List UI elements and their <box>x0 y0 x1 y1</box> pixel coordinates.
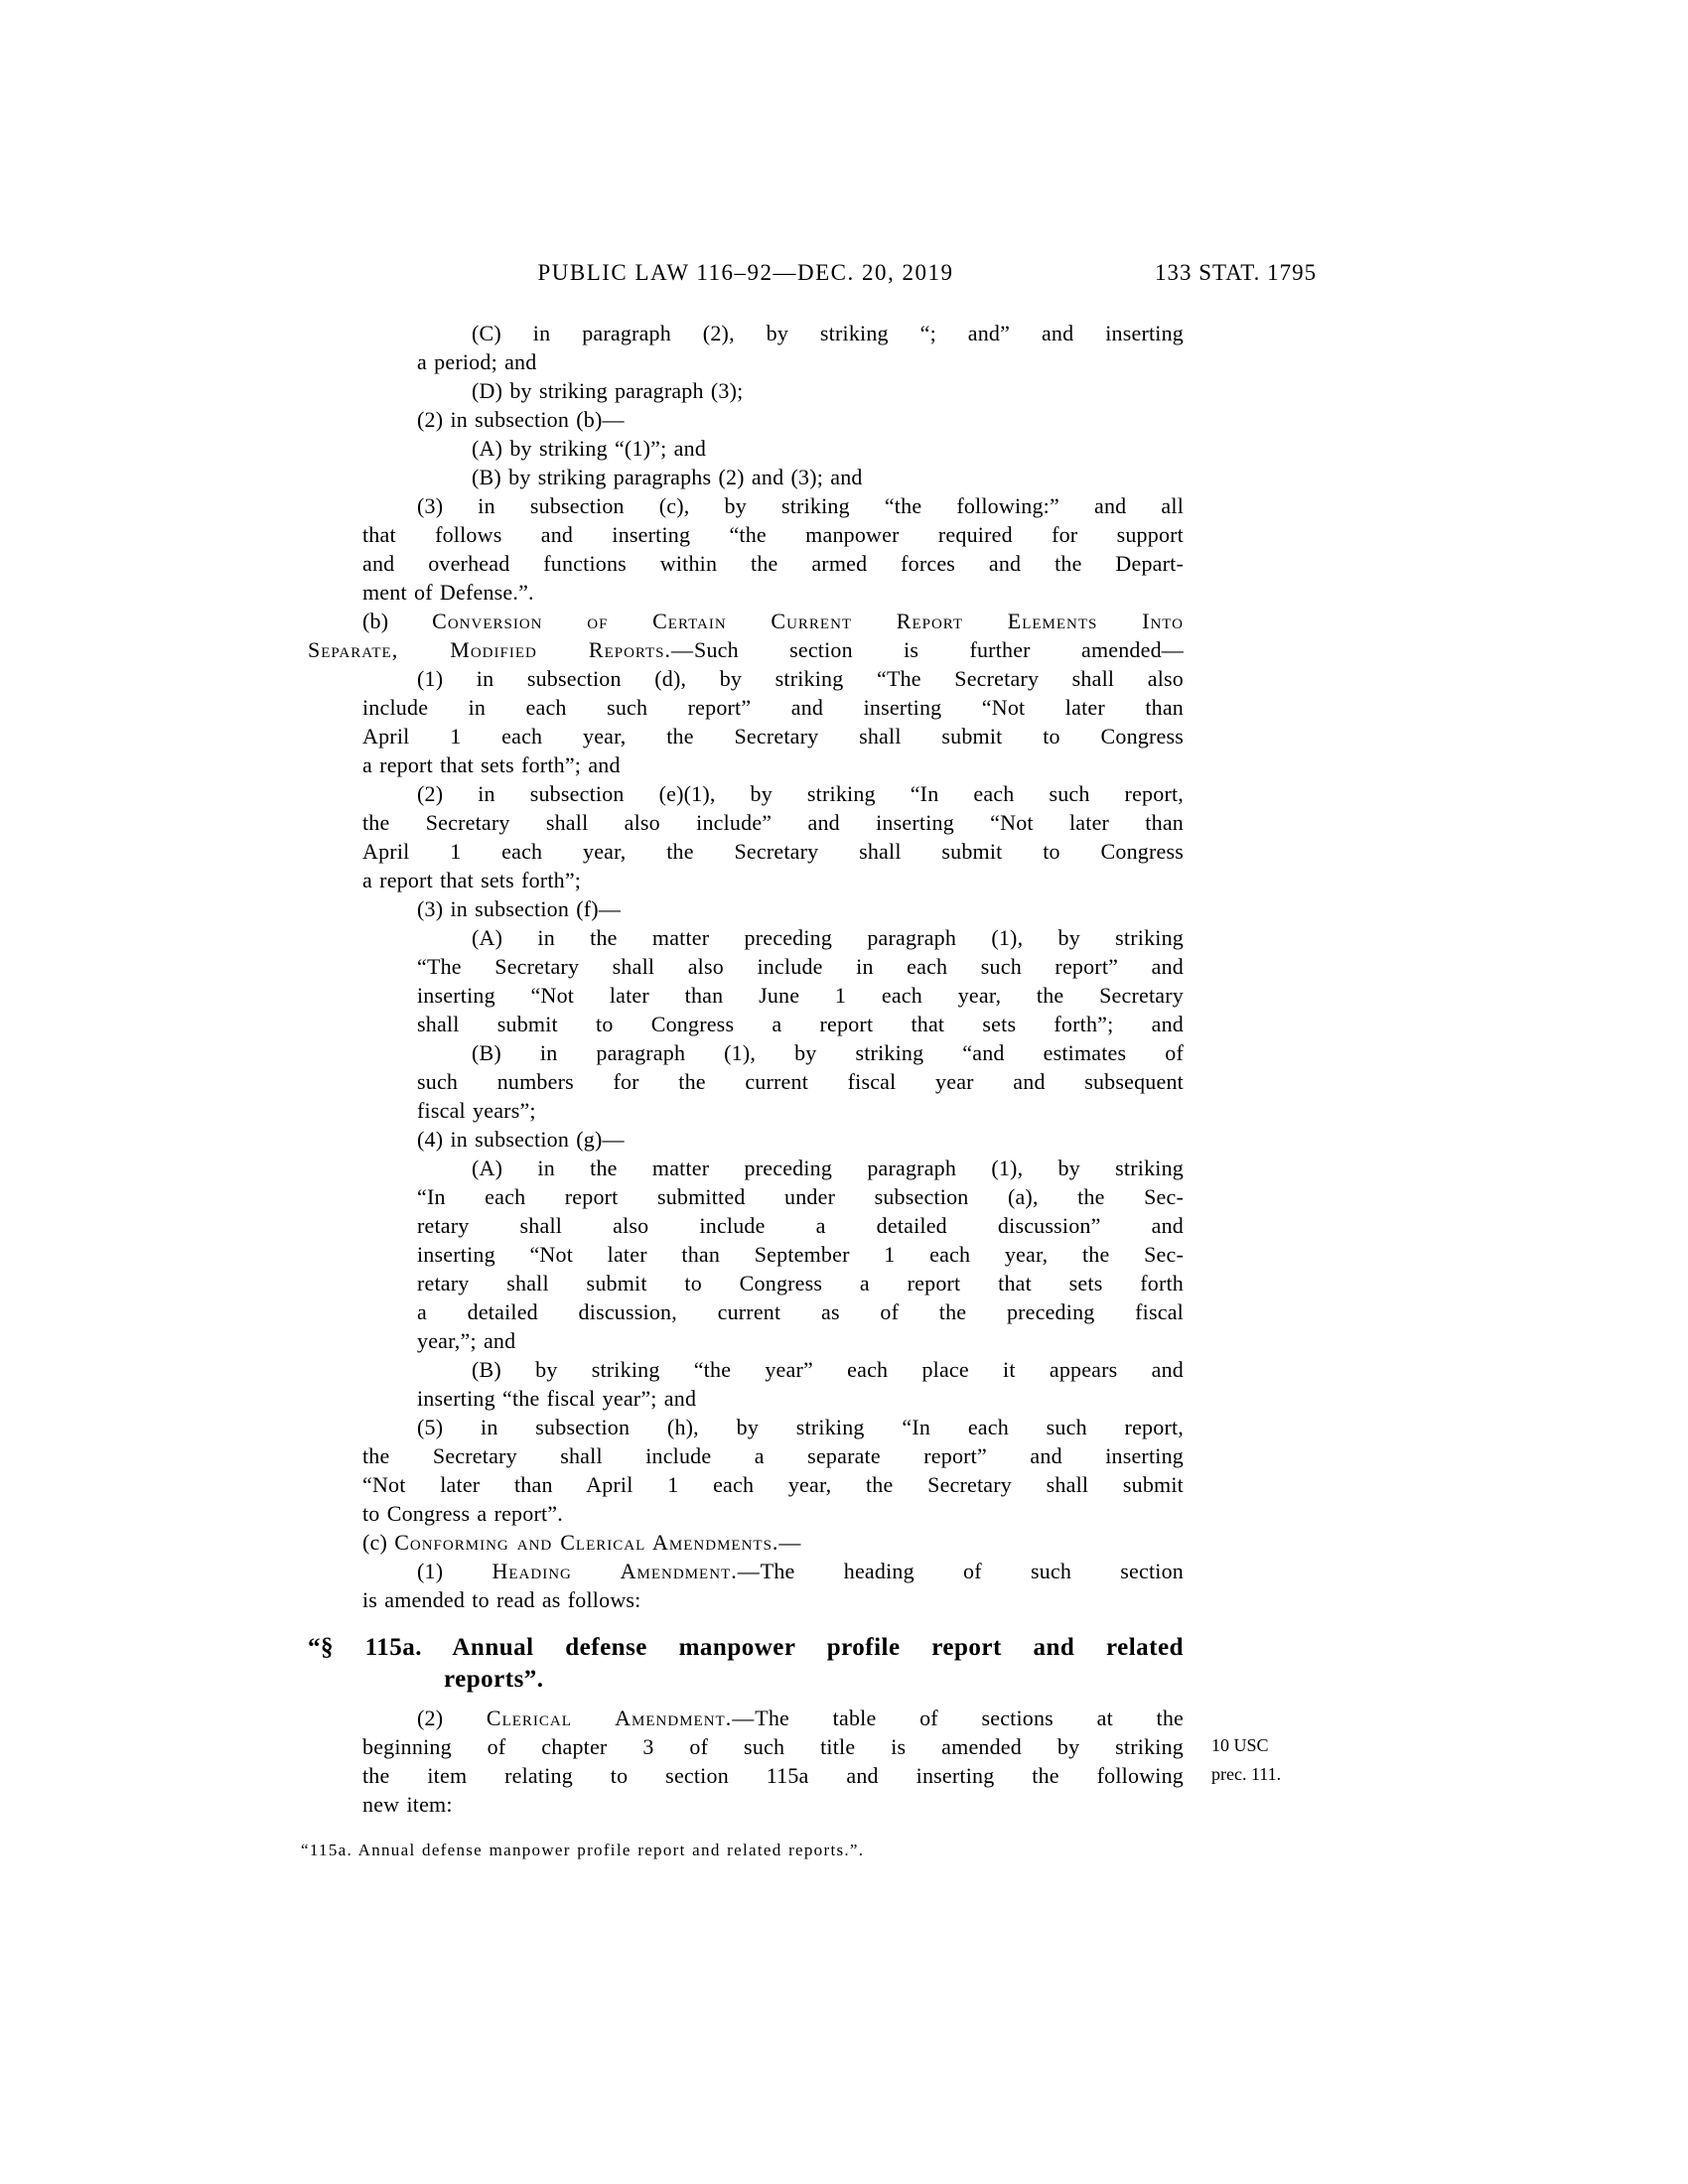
section-heading-line1: “§ 115a. Annual defense manpower profile report and related <box>308 1634 1184 1661</box>
small-caps-text: Conversion of Certain Current Report Elements Into <box>432 609 1184 633</box>
body-line <box>308 1010 1184 1038</box>
body-line <box>308 1732 1184 1761</box>
body-text: (3) in subsection (f)— <box>417 896 622 921</box>
running-head-stat-page: 133 STAT. 1795 <box>1155 260 1318 285</box>
body-text: retary shall also include a detailed discussion” and <box>417 1213 1184 1238</box>
body-text: and overhead functions within the armed forces and the Depart- <box>362 551 1184 576</box>
body-text: ment of Defense.”. <box>362 580 534 605</box>
body-text: (C) in paragraph (2), by striking “; and” and inserting <box>472 321 1184 345</box>
body-text: Such section is further amended— <box>694 637 1184 662</box>
body-text: (B) by striking “the year” each place it appears and <box>472 1357 1184 1382</box>
body-line <box>308 894 1184 923</box>
body-line <box>308 1182 1184 1211</box>
body-text: fiscal years”; <box>417 1098 536 1123</box>
body-text: such numbers for the current fiscal year and subsequent <box>417 1069 1184 1094</box>
body-text: (1) <box>417 1559 492 1583</box>
body-text: “In each report submitted under subsection (a), the Sec- <box>417 1184 1184 1209</box>
body-line <box>308 1154 1184 1182</box>
body-text: (3) in subsection (c), by striking “the following:” and all <box>417 493 1184 518</box>
body-line <box>308 1038 1184 1067</box>
body-text: (A) in the matter preceding paragraph (1), by striking <box>472 1156 1184 1180</box>
running-head-law-number: PUBLIC LAW 116–92—DEC. 20, 2019 <box>537 260 954 285</box>
body-text: a detailed discussion, current as of the preceding fiscal <box>417 1299 1184 1324</box>
body-line <box>308 808 1184 837</box>
body-line <box>308 837 1184 866</box>
body-text: “The Secretary shall also include in each such report” and <box>417 954 1184 979</box>
table-of-sections-item: “115a. Annual defense manpower profile report and related reports.”. <box>301 1841 865 1859</box>
body-text: (c) <box>362 1530 395 1555</box>
body-text: (b) <box>362 609 433 633</box>
body-text: “Not later than April 1 each year, the Secretary shall submit <box>362 1472 1184 1497</box>
body-line <box>308 520 1184 549</box>
body-line <box>308 1269 1184 1297</box>
body-line <box>308 376 1184 405</box>
body-line <box>308 952 1184 981</box>
body-line <box>308 549 1184 578</box>
body-line <box>308 1528 1184 1557</box>
body-line <box>308 1704 1184 1732</box>
body-line <box>308 635 1184 664</box>
body-line <box>308 1211 1184 1240</box>
body-line <box>308 923 1184 952</box>
body-text: (5) in subsection (h), by striking “In each such report, <box>417 1415 1184 1439</box>
small-caps-text: Separate, Modified Reports.— <box>308 637 695 662</box>
body-line <box>308 1096 1184 1125</box>
body-text: April 1 each year, the Secretary shall submit to Congress <box>362 724 1184 749</box>
body-line <box>308 463 1184 491</box>
small-caps-text: Conforming and Clerical Amendments.— <box>394 1530 802 1555</box>
body-text: The table of sections at the <box>755 1706 1185 1730</box>
amendment-text-block <box>308 319 1184 1614</box>
body-text: that follows and inserting “the manpower required for support <box>362 522 1184 547</box>
body-line <box>308 1125 1184 1154</box>
body-text: The heading of such section <box>760 1559 1185 1583</box>
section-heading-line2: reports”. <box>444 1666 544 1693</box>
body-text: inserting “the fiscal year”; and <box>417 1386 697 1411</box>
body-text: (2) <box>417 1706 487 1730</box>
body-line <box>308 664 1184 693</box>
body-line <box>308 1240 1184 1269</box>
margin-note <box>1211 1731 1410 1789</box>
body-text: April 1 each year, the Secretary shall submit to Congress <box>362 839 1184 864</box>
body-line <box>308 1355 1184 1384</box>
body-line <box>308 1790 1184 1819</box>
body-line <box>308 578 1184 607</box>
body-text: inserting “Not later than September 1 each year, the Sec- <box>417 1242 1184 1267</box>
margin-note-line1: 10 USC <box>1211 1735 1269 1755</box>
body-text: a report that sets forth”; <box>362 868 582 892</box>
body-line <box>308 347 1184 376</box>
small-caps-text: Heading Amendment.— <box>492 1559 761 1583</box>
body-text: a period; and <box>417 349 537 374</box>
section-heading <box>308 1632 1184 1696</box>
body-text: (D) by striking paragraph (3); <box>472 378 744 403</box>
body-line <box>308 1326 1184 1355</box>
body-line <box>308 1470 1184 1499</box>
body-text: new item: <box>362 1792 453 1817</box>
body-line <box>308 1413 1184 1441</box>
body-line <box>308 1067 1184 1096</box>
body-text: include in each such report” and inserting “Not later than <box>362 695 1184 720</box>
body-line <box>308 751 1184 779</box>
body-line <box>308 722 1184 751</box>
body-text: is amended to read as follows: <box>362 1587 641 1612</box>
body-line <box>308 1499 1184 1528</box>
body-line <box>308 1761 1184 1790</box>
body-text: the Secretary shall also include” and inserting “Not later than <box>362 810 1184 835</box>
body-text: (B) in paragraph (1), by striking “and estimates of <box>472 1040 1184 1065</box>
body-line <box>308 319 1184 347</box>
body-text: the Secretary shall include a separate report” and inserting <box>362 1443 1184 1468</box>
body-text: (B) by striking paragraphs (2) and (3); and <box>472 465 863 489</box>
body-text: (A) in the matter preceding paragraph (1), by striking <box>472 925 1184 950</box>
body-text: (1) in subsection (d), by striking “The Secretary shall also <box>417 666 1184 691</box>
margin-note-line2: prec. 111. <box>1211 1764 1282 1784</box>
clerical-amendment-block <box>308 1704 1184 1819</box>
body-line <box>308 405 1184 434</box>
body-text: year,”; and <box>417 1328 516 1353</box>
body-line <box>308 1297 1184 1326</box>
body-line <box>308 693 1184 722</box>
body-line <box>308 866 1184 894</box>
body-text: (2) in subsection (b)— <box>417 407 625 432</box>
body-line <box>308 491 1184 520</box>
body-text: a report that sets forth”; and <box>362 752 621 777</box>
body-text: (A) by striking “(1)”; and <box>472 436 707 461</box>
body-line <box>308 1557 1184 1585</box>
body-text: inserting “Not later than June 1 each year, the Secretary <box>417 983 1184 1008</box>
body-line <box>308 434 1184 463</box>
body-line <box>308 1384 1184 1413</box>
body-line <box>308 1441 1184 1470</box>
body-line <box>308 981 1184 1010</box>
body-text: shall submit to Congress a report that sets forth”; and <box>417 1012 1184 1036</box>
body-text: to Congress a report”. <box>362 1501 563 1526</box>
body-line <box>308 607 1184 635</box>
body-line <box>308 779 1184 808</box>
body-text: beginning of chapter 3 of such title is amended by striking <box>362 1734 1184 1759</box>
body-text: (4) in subsection (g)— <box>417 1127 625 1152</box>
small-caps-text: Clerical Amendment.— <box>486 1706 756 1730</box>
body-line <box>308 1585 1184 1614</box>
body-text: the item relating to section 115a and inserting the following <box>362 1763 1184 1788</box>
body-text: retary shall submit to Congress a report that sets forth <box>417 1271 1184 1296</box>
body-text: (2) in subsection (e)(1), by striking “In each such report, <box>417 781 1184 806</box>
